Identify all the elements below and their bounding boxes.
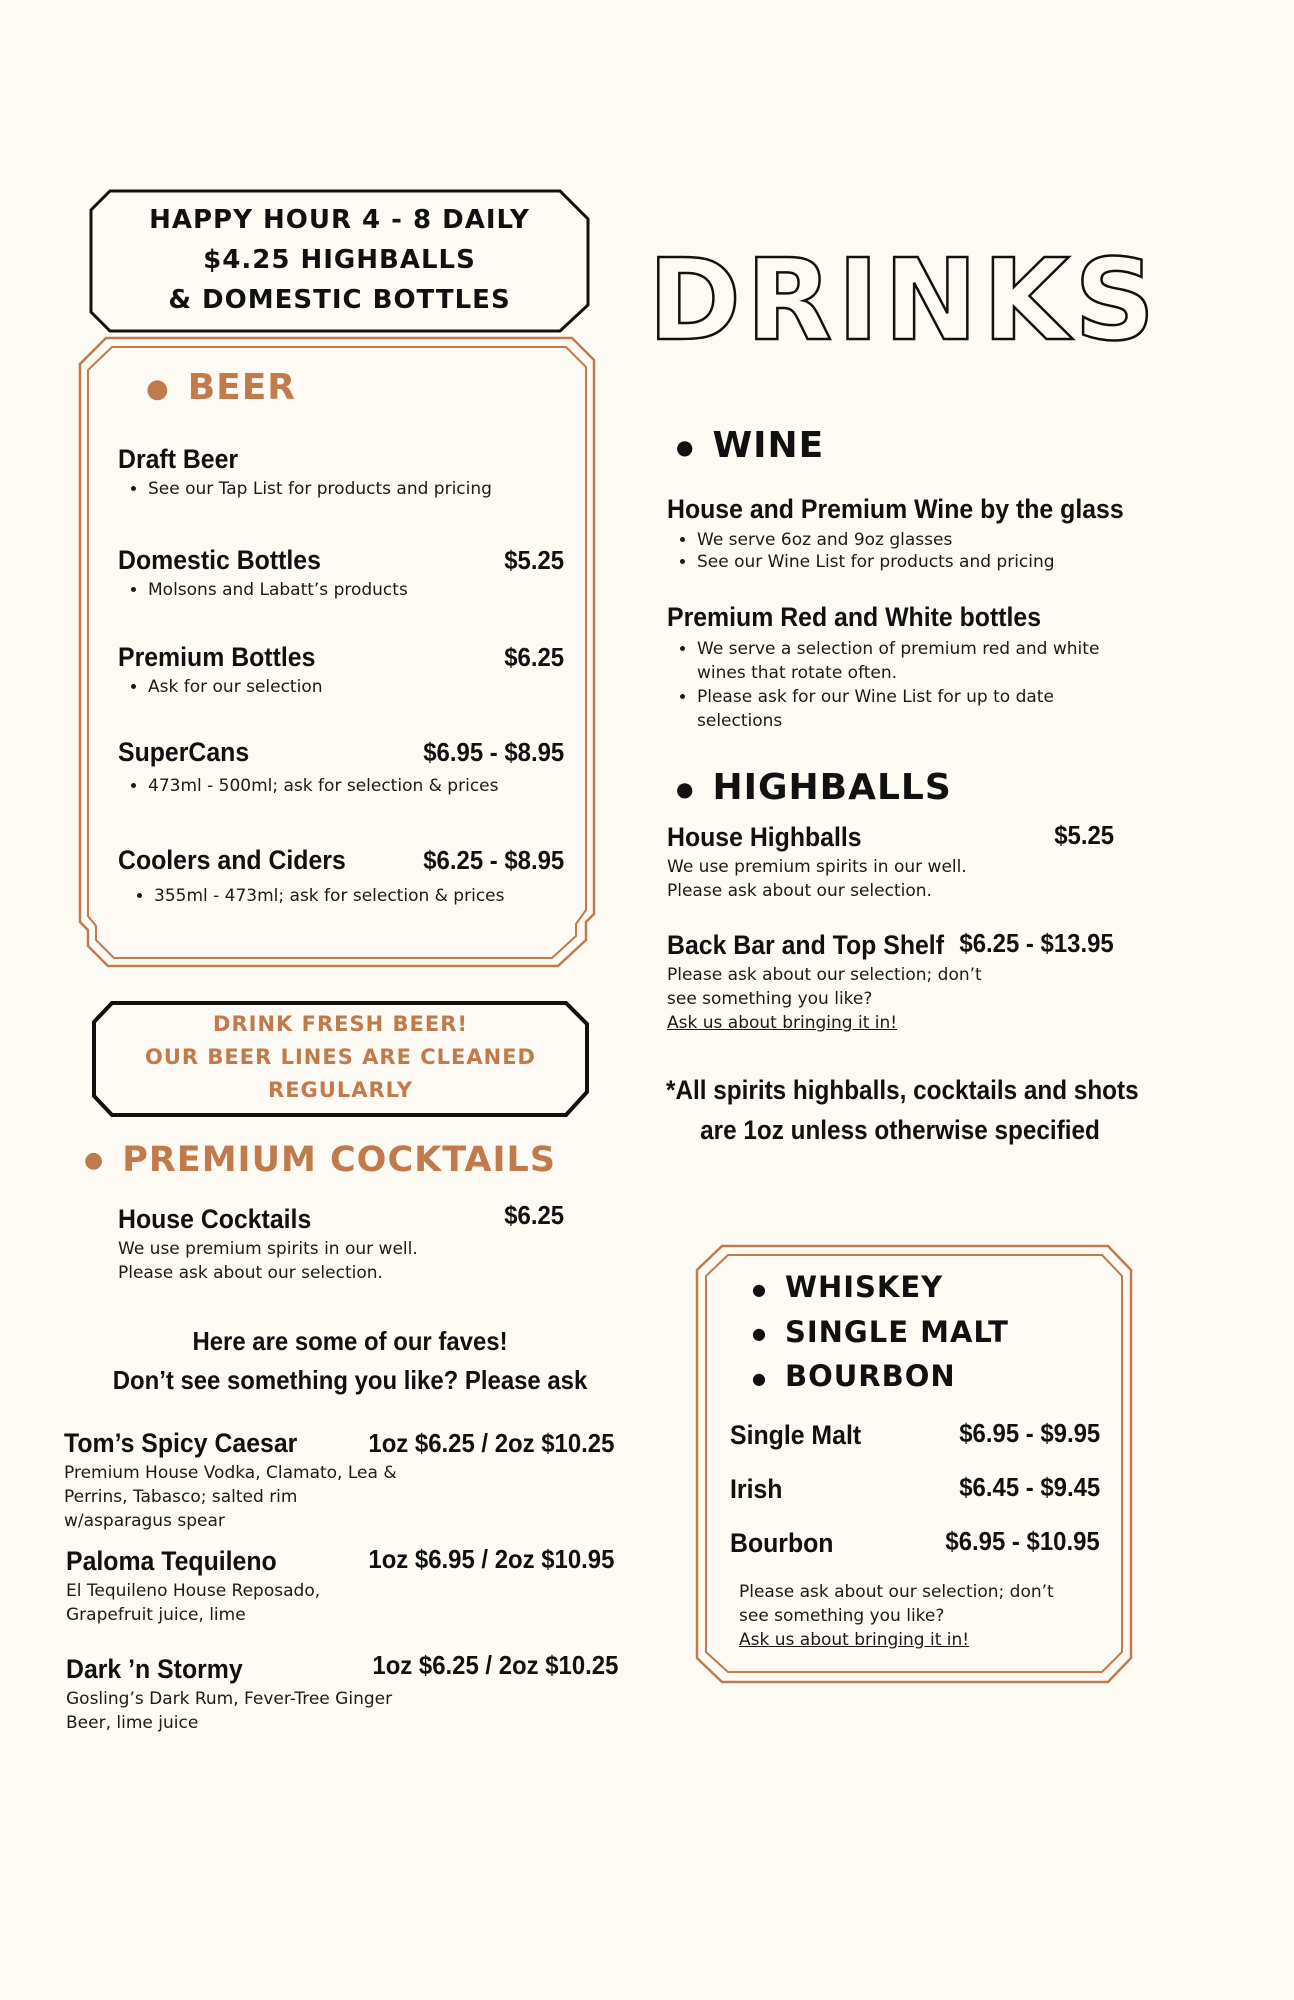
cocktail-item-caesar: [64, 1428, 614, 1533]
house-highballs: [667, 822, 1114, 903]
item-description: Perrins, Tabasco; salted rim: [64, 1487, 298, 1507]
item-price: $6.95 - $9.95: [959, 1418, 1100, 1448]
whiskey-item-bourbon: [730, 1528, 1100, 1559]
cocktail-item-dark-n-stormy: [66, 1650, 618, 1735]
wine-by-glass: [667, 494, 1207, 573]
spirits-note-line-2: are 1oz unless otherwise specified: [700, 1115, 1100, 1145]
item-description: Premium House Vodka, Clamato, Lea &: [64, 1463, 397, 1483]
item-description: Gosling’s Dark Rum, Fever-Tree Ginger: [66, 1689, 393, 1709]
item-price: 1oz $6.25 / 2oz $10.25: [368, 1428, 614, 1458]
whiskey-headings: [752, 1266, 1009, 1400]
item-description: w/asparagus spear: [64, 1511, 225, 1531]
back-bar-top-shelf: [667, 930, 1114, 1035]
happy-hour-line-3: & DOMESTIC BOTTLES: [168, 285, 511, 315]
item-description: Please ask about our selection; don’t: [667, 965, 982, 985]
whiskey-heading-1: WHISKEY: [784, 1270, 944, 1304]
happy-hour-banner: [91, 200, 588, 320]
bullet: ●: [752, 1279, 767, 1299]
item-description: see something you like?: [667, 989, 873, 1009]
item-price: 1oz $6.95 / 2oz $10.95: [368, 1544, 614, 1574]
item-price: $5.25: [1054, 820, 1114, 850]
item-name: Irish: [730, 1474, 783, 1504]
item-price: $5.25: [504, 545, 564, 575]
whiskey-heading-3: BOURBON: [784, 1359, 956, 1393]
page-title: DRINKS: [648, 236, 1161, 366]
bullet: ●: [676, 435, 695, 459]
item-price: $6.95 - $10.95: [945, 1526, 1100, 1556]
whiskey-heading-2: SINGLE MALT: [784, 1314, 1009, 1349]
item-name: Single Malt: [730, 1420, 862, 1450]
faves-line-1: Here are some of our faves!: [192, 1326, 508, 1356]
spirits-note: [640, 1070, 1160, 1150]
item-name: Premium Red and White bottles: [667, 602, 1042, 632]
item-name: Tom’s Spicy Caesar: [64, 1428, 298, 1458]
item-name: Premium Bottles: [118, 642, 316, 672]
item-price: $6.25 - $8.95: [423, 845, 564, 875]
whiskey-item-single-malt: [730, 1420, 1100, 1451]
bullet: ●: [146, 374, 170, 404]
item-detail: • 473ml - 500ml; ask for selection & prices: [148, 774, 564, 798]
item-name: Paloma Tequileno: [66, 1546, 277, 1576]
whiskey-item-irish: [730, 1474, 1100, 1505]
item-detail: • Molsons and Labatt’s products: [148, 578, 564, 602]
item-price: $6.95 - $8.95: [423, 737, 564, 767]
wine-heading-text: WINE: [712, 425, 825, 466]
fresh-beer-line-2: OUR BEER LINES ARE CLEANED: [145, 1045, 536, 1069]
highballs-heading: [676, 766, 952, 811]
item-price: $6.25: [504, 1200, 564, 1230]
item-name: House Cocktails: [118, 1204, 312, 1234]
bullet: ●: [676, 777, 695, 801]
faves-line-2: Don’t see something you like? Please ask: [112, 1365, 588, 1395]
item-name: House Highballs: [667, 822, 862, 852]
item-description: Please ask about our selection.: [667, 881, 932, 901]
fresh-beer-line-1: DRINK FRESH BEER!: [213, 1012, 468, 1036]
item-description: Grapefruit juice, lime: [66, 1605, 246, 1625]
item-price: $6.25: [504, 642, 564, 672]
bring-it-in-link[interactable]: Ask us about bringing it in!: [667, 1013, 898, 1033]
bullet: ●: [84, 1148, 105, 1173]
fresh-beer-line-3: REGULARLY: [268, 1078, 413, 1102]
beer-item-domestic: [118, 545, 564, 602]
item-description: Beer, lime juice: [66, 1713, 199, 1733]
item-description: We use premium spirits in our well.: [118, 1239, 418, 1259]
item-name: Dark ’n Stormy: [66, 1654, 243, 1684]
beer-item-premium: [118, 642, 564, 699]
item-name: House and Premium Wine by the glass: [667, 494, 1124, 524]
item-detail: selections: [697, 711, 783, 731]
item-price: 1oz $6.25 / 2oz $10.25: [372, 1650, 618, 1680]
item-detail: We serve a selection of premium red and white: [697, 639, 1100, 659]
spirits-note-line-1: *All spirits highballs, cocktails and shots: [666, 1075, 1139, 1105]
item-price: $6.25 - $13.95: [959, 928, 1114, 958]
cocktails-heading-text: PREMIUM COCKTAILS: [122, 1140, 557, 1180]
beer-heading-text: BEER: [187, 367, 297, 408]
item-detail: • 355ml - 473ml; ask for selection & prices: [154, 884, 564, 908]
item-detail: • See our Wine List for products and pricing: [697, 551, 1207, 573]
item-name: Draft Beer: [118, 444, 239, 474]
item-detail: • We serve 6oz and 9oz glasses: [697, 529, 1207, 551]
item-name: Back Bar and Top Shelf: [667, 930, 944, 960]
bullet: ●: [752, 1368, 767, 1388]
beer-item-supercans: [118, 737, 564, 798]
faves-intro: [90, 1322, 610, 1400]
item-detail: • See our Tap List for products and pricing: [148, 477, 564, 501]
bring-it-in-link[interactable]: Ask us about bringing it in!: [739, 1630, 970, 1650]
cocktails-heading: [84, 1138, 556, 1183]
highballs-heading-text: HIGHBALLS: [712, 767, 952, 808]
whiskey-note: [739, 1580, 1099, 1652]
fresh-beer-banner: [94, 1008, 587, 1107]
cocktail-item-paloma: [66, 1546, 614, 1627]
item-description: Please ask about our selection; don’t: [739, 1582, 1054, 1602]
item-name: Bourbon: [730, 1528, 834, 1558]
bullet: ●: [752, 1324, 767, 1343]
house-cocktails: [118, 1200, 564, 1285]
item-description: El Tequileno House Reposado,: [66, 1581, 321, 1601]
beer-item-draft: [118, 444, 564, 501]
wine-heading: [676, 424, 824, 469]
item-name: Domestic Bottles: [118, 545, 321, 575]
happy-hour-line-2: $4.25 HIGHBALLS: [203, 245, 476, 275]
beer-heading: [146, 366, 296, 411]
happy-hour-line-1: HAPPY HOUR 4 - 8 DAILY: [149, 205, 530, 235]
item-name: Coolers and Ciders: [118, 845, 346, 875]
item-description: We use premium spirits in our well.: [667, 857, 967, 877]
item-detail: Please ask for our Wine List for up to date: [697, 687, 1054, 707]
item-price: $6.45 - $9.45: [959, 1472, 1100, 1502]
item-description: Please ask about our selection.: [118, 1263, 383, 1283]
beer-item-coolers: [118, 845, 564, 908]
wine-bottles: [667, 602, 1227, 733]
item-detail: wines that rotate often.: [697, 663, 898, 683]
item-detail: • Ask for our selection: [148, 675, 564, 699]
item-name: SuperCans: [118, 737, 250, 767]
item-description: see something you like?: [739, 1606, 945, 1626]
